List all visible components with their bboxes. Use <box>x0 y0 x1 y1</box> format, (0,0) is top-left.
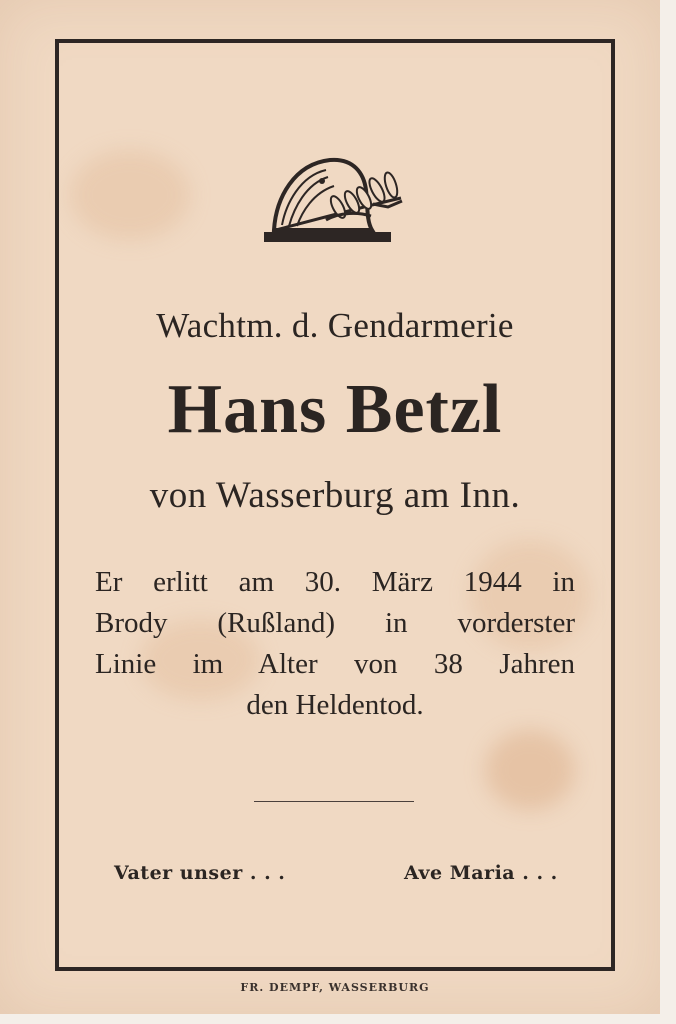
notice-line: Brody (Rußland) in vorderster <box>95 607 575 639</box>
prayer-ave-maria: Ave Maria . . . <box>404 862 558 884</box>
helmet-with-oak-leaves-icon <box>256 146 416 250</box>
notice-line: den Heldentod. <box>246 689 424 721</box>
separator-line <box>254 801 414 802</box>
death-notice-text <box>95 562 575 726</box>
rank-title: Wachtm. d. Gendarmerie <box>156 306 514 345</box>
notice-line: Linie im Alter von 38 Jahren <box>95 648 575 680</box>
deceased-name: Hans Betzl <box>167 371 503 448</box>
prayer-vater-unser: Vater unser . . . <box>114 862 286 884</box>
printer-imprint: FR. DEMPF, WASSERBURG <box>240 981 430 994</box>
notice-line: Er erlitt am 30. März 1944 in <box>95 566 575 598</box>
hometown: von Wasserburg am Inn. <box>149 475 521 516</box>
